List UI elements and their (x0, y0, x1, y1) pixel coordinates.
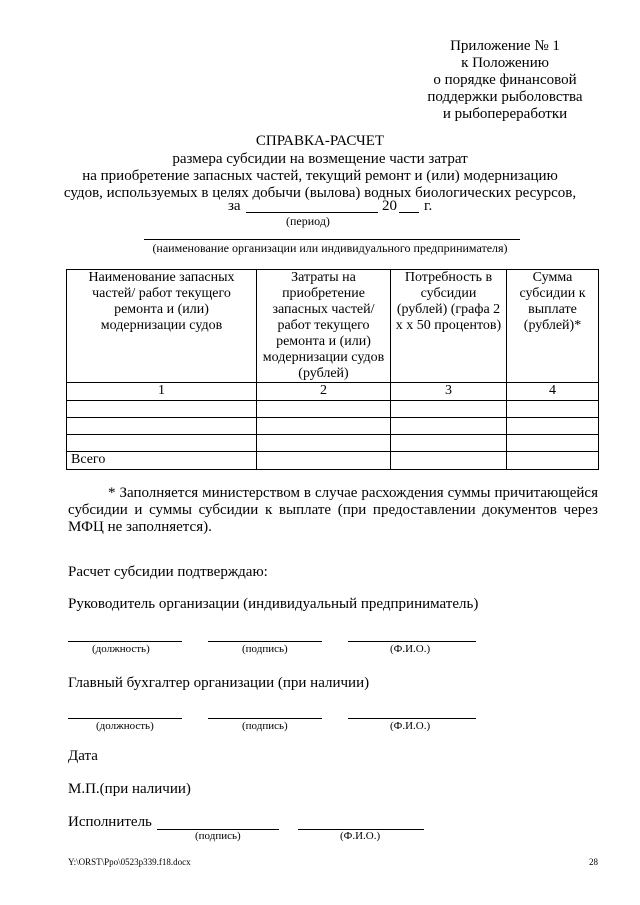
document-subtitle (0, 151, 640, 202)
organization-name-blank[interactable] (144, 239, 520, 240)
accountant-name-blank[interactable] (348, 718, 476, 719)
appendix-line: поддержки рыболовства (427, 89, 583, 105)
table-cell[interactable] (507, 435, 599, 452)
column-number: 1 (67, 383, 257, 401)
table-row (67, 435, 599, 452)
table-cell[interactable] (391, 401, 507, 418)
year-prefix: 20 (382, 198, 397, 214)
table-row (67, 418, 599, 435)
appendix-heading (420, 38, 590, 123)
header-cell-costs: Затраты на приобретение запасных частей/ работ текущего ремонта и (или) модернизации судов (рублей) (257, 270, 391, 383)
appendix-line: Приложение № 1 (450, 38, 560, 54)
column-number: 3 (391, 383, 507, 401)
caption-name: (Ф.И.О.) (340, 830, 381, 842)
table-cell[interactable] (391, 452, 507, 470)
subtitle-line: судов, используемых в целях добычи (вылова) водных биологических ресурсов, (63, 185, 577, 201)
table-cell[interactable] (67, 435, 257, 452)
caption-signature: (подпись) (195, 830, 241, 842)
confirm-text: Расчет субсидии подтверждаю: (68, 564, 268, 580)
appendix-line: и рыбопереработки (442, 106, 568, 122)
page-number: 28 (589, 857, 598, 867)
caption-signature: (подпись) (242, 720, 288, 732)
table-cell[interactable] (507, 401, 599, 418)
table-cell[interactable] (67, 401, 257, 418)
executor-label: Исполнитель (68, 814, 152, 830)
caption-name: (Ф.И.О.) (390, 643, 431, 655)
caption-position: (должность) (96, 720, 154, 732)
accountant-label: Главный бухгалтер организации (при наличии) (68, 675, 370, 691)
head-label: Руководитель организации (индивидуальный предприниматель) (68, 596, 479, 612)
table-cell[interactable] (257, 435, 391, 452)
footer-file-path: Y:\ORST\Ppo\0523p339.f18.docx (68, 857, 191, 867)
period-suffix: г. (424, 198, 433, 214)
header-cell-parts: Наименование запасных частей/ работ текущего ремонта и (или) модернизации судов (67, 270, 257, 383)
table-cell[interactable] (257, 452, 391, 470)
table-cell[interactable] (507, 418, 599, 435)
table-header-row (67, 270, 599, 383)
caption-position: (должность) (92, 643, 150, 655)
table-cell[interactable] (257, 401, 391, 418)
table-cell[interactable] (507, 452, 599, 470)
table-cell[interactable] (391, 418, 507, 435)
accountant-signature-blank[interactable] (208, 718, 322, 719)
year-blank[interactable] (399, 212, 419, 213)
head-position-blank[interactable] (68, 641, 182, 642)
period-caption: (период) (286, 214, 330, 228)
table-cell[interactable] (67, 418, 257, 435)
footnote-text: * Заполняется министерством в случае расхождения суммы причитающейся субсидии и суммы субсидии к выплате (при предоставлении документов через МФЦ не заполняется). (68, 485, 598, 535)
footnote (68, 485, 598, 536)
caption-name: (Ф.И.О.) (390, 720, 431, 732)
organization-caption: (наименование организации или индивидуального предпринимателя) (152, 241, 508, 255)
date-label: Дата (68, 748, 98, 764)
header-cell-need: Потребность в субсидии (рублей) (графа 2 х х 50 процентов) (391, 270, 507, 383)
head-signature-blank[interactable] (208, 641, 322, 642)
head-name-blank[interactable] (348, 641, 476, 642)
caption-signature: (подпись) (242, 643, 288, 655)
appendix-line: к Положению (461, 55, 549, 71)
total-row (67, 452, 599, 470)
stamp-label: М.П.(при наличии) (68, 781, 191, 797)
accountant-position-blank[interactable] (68, 718, 182, 719)
column-number: 4 (507, 383, 599, 401)
document-title: СПРАВКА-РАСЧЕТ (255, 133, 385, 149)
appendix-line: о порядке финансовой (433, 72, 577, 88)
period-prefix: за (228, 198, 241, 214)
column-number: 2 (257, 383, 391, 401)
total-label: Всего (67, 452, 257, 470)
table-cell[interactable] (391, 435, 507, 452)
subtitle-line: размера субсидии на возмещение части затрат (172, 151, 468, 167)
subsidy-table (66, 269, 599, 470)
subtitle-line: на приобретение запасных частей, текущий ремонт и (или) модернизацию (82, 168, 558, 184)
period-blank[interactable] (246, 212, 378, 213)
column-number-row (67, 383, 599, 401)
table-row (67, 401, 599, 418)
table-cell[interactable] (257, 418, 391, 435)
header-cell-payout: Сумма субсидии к выплате (рублей)* (507, 270, 599, 383)
